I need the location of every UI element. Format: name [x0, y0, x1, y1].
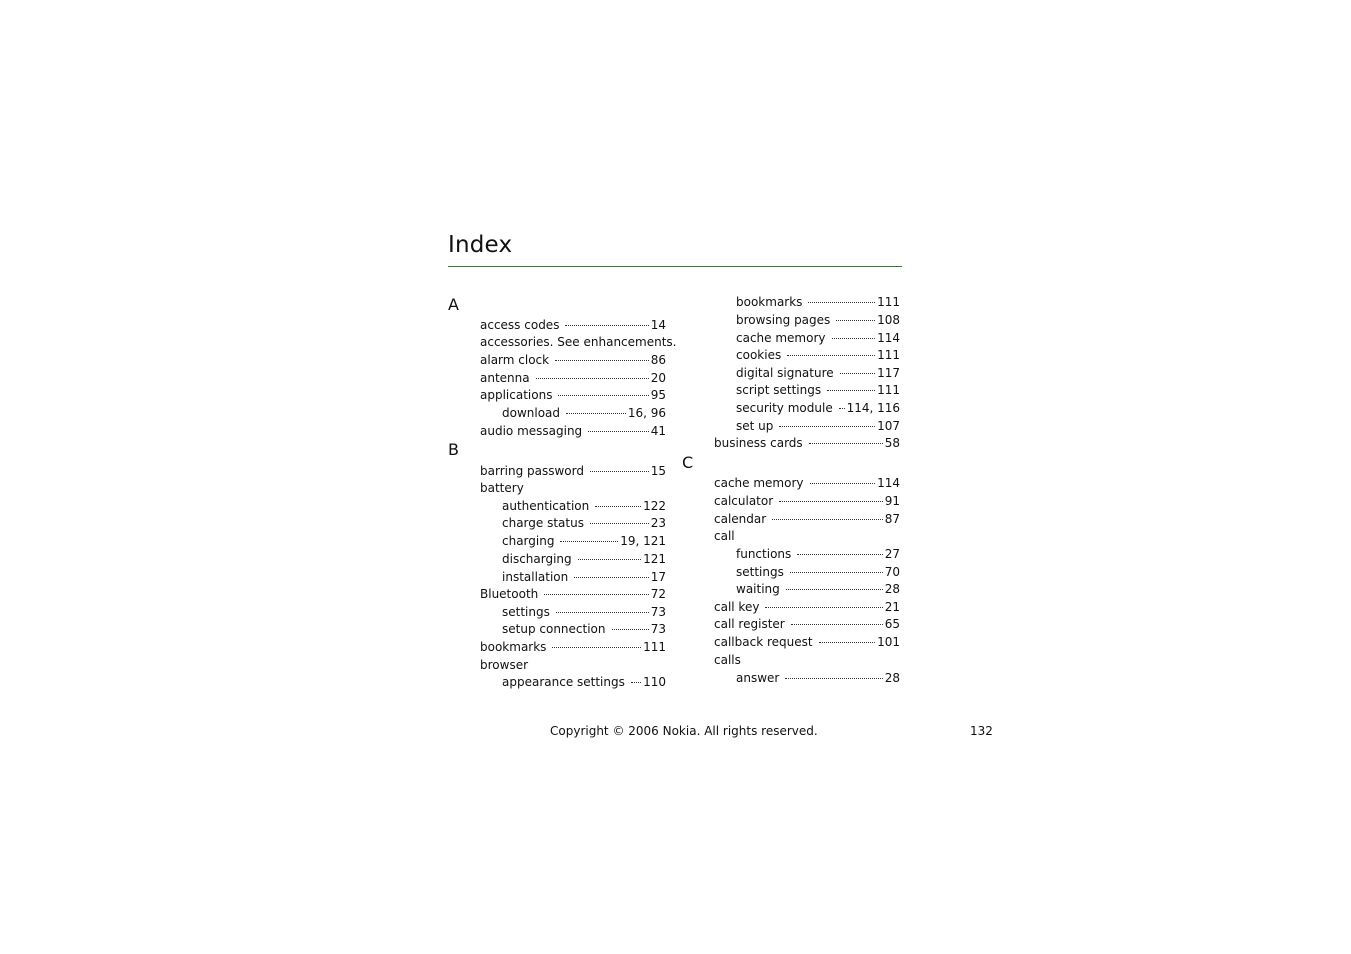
index-subentry	[736, 365, 900, 383]
entry-page: 121	[643, 552, 666, 566]
section-letter-c: C	[682, 453, 694, 472]
entry-label: calendar	[714, 512, 767, 526]
index-subentry	[502, 515, 666, 533]
index-entry	[480, 586, 666, 604]
dot-leader	[552, 646, 641, 648]
entry-label: call register	[714, 617, 785, 631]
dot-leader	[786, 588, 883, 590]
dot-leader	[810, 482, 876, 484]
entry-label: antenna	[480, 371, 530, 385]
entry-page: 58	[884, 436, 900, 450]
entry-page: 101	[877, 635, 900, 649]
entry-page: 114	[877, 476, 900, 490]
section-letter-b: B	[448, 440, 459, 459]
entry-label: download	[502, 406, 561, 420]
dot-leader	[595, 505, 641, 507]
index-entry	[480, 463, 666, 481]
entry-label: answer	[736, 671, 780, 685]
index-entry	[714, 599, 900, 617]
entry-page: 72	[650, 587, 666, 601]
entry-page: 87	[884, 512, 900, 526]
dot-leader	[555, 359, 649, 361]
entry-label: appearance settings	[502, 675, 625, 689]
dot-leader	[765, 606, 882, 608]
dot-leader	[787, 354, 875, 356]
entry-page: 111	[643, 640, 666, 654]
entry-page: 114, 116	[846, 401, 900, 415]
dot-leader	[779, 500, 883, 502]
index-subentry	[736, 418, 900, 436]
index-entry	[480, 423, 666, 441]
index-subentry	[736, 382, 900, 400]
page-number: 132	[970, 724, 993, 738]
dot-leader	[556, 611, 649, 613]
entry-label: Bluetooth	[480, 587, 539, 601]
title-rule	[448, 266, 902, 267]
dot-leader	[544, 593, 648, 595]
dot-leader	[565, 324, 648, 326]
page-title: Index	[448, 232, 513, 258]
copyright-notice: Copyright © 2006 Nokia. All rights reserved.	[550, 724, 818, 738]
index-subentry	[502, 498, 666, 516]
entry-label: waiting	[736, 582, 780, 596]
entry-label: callback request	[714, 635, 813, 649]
index-subentry	[736, 294, 900, 312]
entry-page: 73	[650, 622, 666, 636]
entry-page: 19, 121	[620, 534, 666, 548]
entry-label: calls	[714, 653, 741, 667]
index-subentry	[502, 674, 666, 692]
dot-leader	[772, 518, 883, 520]
index-subentry	[502, 621, 666, 639]
entry-page: 14	[650, 318, 666, 332]
entry-label: discharging	[502, 552, 572, 566]
entry-label: settings	[502, 605, 550, 619]
section-letter-a: A	[448, 295, 459, 314]
dot-leader	[797, 553, 882, 555]
dot-leader	[809, 442, 883, 444]
entry-label: setup connection	[502, 622, 606, 636]
entry-label: call key	[714, 600, 760, 614]
entry-label: authentication	[502, 499, 590, 513]
entry-page: 15	[650, 464, 666, 478]
index-entry	[714, 475, 900, 493]
entry-label: script settings	[736, 383, 822, 397]
dot-leader	[566, 412, 626, 414]
index-entry	[714, 493, 900, 511]
dot-leader	[808, 301, 875, 303]
entry-page: 41	[650, 424, 666, 438]
entry-label: bookmarks	[736, 295, 803, 309]
entry-label: browser	[480, 658, 529, 672]
entry-page: 117	[877, 366, 900, 380]
entry-page: 86	[650, 353, 666, 367]
index-subentry	[502, 569, 666, 587]
index-entry	[480, 387, 666, 405]
index-subentry	[502, 405, 666, 423]
index-entry	[714, 511, 900, 529]
entry-label: settings	[736, 565, 784, 579]
dot-leader	[827, 389, 875, 391]
entry-page: 122	[643, 499, 666, 513]
index-entry	[480, 370, 666, 388]
entry-page: 16, 96	[627, 406, 666, 420]
entry-page: 110	[643, 675, 666, 689]
entry-label: audio messaging	[480, 424, 583, 438]
dot-leader	[832, 337, 876, 339]
index-entry	[714, 435, 900, 453]
entry-label: bookmarks	[480, 640, 547, 654]
dot-leader	[785, 677, 882, 679]
entry-label: business cards	[714, 436, 803, 450]
dot-leader	[836, 319, 875, 321]
entry-label: barring password	[480, 464, 584, 478]
index-subentry	[502, 604, 666, 622]
entry-label: functions	[736, 547, 792, 561]
entry-page: 70	[884, 565, 900, 579]
dot-leader	[574, 576, 648, 578]
entry-page: 65	[884, 617, 900, 631]
index-entry	[480, 317, 666, 335]
entry-label: call	[714, 529, 735, 543]
entry-page: 91	[884, 494, 900, 508]
index-entry	[714, 634, 900, 652]
entry-label: applications	[480, 388, 553, 402]
entry-label: browsing pages	[736, 313, 831, 327]
entry-label: accessories. See enhancements.	[480, 335, 677, 349]
dot-leader	[791, 623, 883, 625]
entry-page: 28	[884, 671, 900, 685]
dot-leader	[560, 540, 618, 542]
index-entry	[480, 480, 666, 498]
dot-leader	[588, 430, 649, 432]
index-subentry	[502, 551, 666, 569]
entry-page: 27	[884, 547, 900, 561]
entry-page: 114	[877, 331, 900, 345]
entry-page: 111	[877, 295, 900, 309]
index-subentry	[736, 546, 900, 564]
index-subentry	[736, 330, 900, 348]
index-subentry	[736, 581, 900, 599]
entry-label: charging	[502, 534, 555, 548]
entry-label: installation	[502, 570, 569, 584]
dot-leader	[590, 522, 649, 524]
entry-label: alarm clock	[480, 353, 550, 367]
entry-label: set up	[736, 419, 774, 433]
entry-page: 111	[877, 348, 900, 362]
entry-page: 107	[877, 419, 900, 433]
index-entry	[714, 616, 900, 634]
entry-label: cache memory	[714, 476, 804, 490]
index-subentry	[502, 533, 666, 551]
entry-page: 108	[877, 313, 900, 327]
dot-leader	[578, 558, 641, 560]
dot-leader	[612, 628, 649, 630]
entry-page: 111	[877, 383, 900, 397]
index-entry	[480, 657, 666, 675]
entry-label: digital signature	[736, 366, 834, 380]
index-subentry	[736, 347, 900, 365]
entry-label: cookies	[736, 348, 782, 362]
index-subentry	[736, 564, 900, 582]
dot-leader	[558, 394, 648, 396]
entry-page: 73	[650, 605, 666, 619]
index-entry	[480, 352, 666, 370]
index-subentry	[736, 670, 900, 688]
index-entry	[714, 652, 900, 670]
dot-leader	[839, 407, 845, 409]
dot-leader	[590, 470, 649, 472]
index-entry	[714, 528, 900, 546]
entry-page: 28	[884, 582, 900, 596]
entry-label: security module	[736, 401, 833, 415]
dot-leader	[840, 372, 875, 374]
entry-label: calculator	[714, 494, 774, 508]
entry-label: access codes	[480, 318, 560, 332]
dot-leader	[819, 641, 876, 643]
index-subentry	[736, 312, 900, 330]
dot-leader	[536, 377, 649, 379]
entry-label: cache memory	[736, 331, 826, 345]
entry-label: charge status	[502, 516, 584, 530]
entry-page: 23	[650, 516, 666, 530]
entry-label: battery	[480, 481, 524, 495]
entry-page: 17	[650, 570, 666, 584]
index-entry	[480, 334, 677, 352]
index-subentry	[736, 400, 900, 418]
entry-page: 21	[884, 600, 900, 614]
entry-page: 20	[650, 371, 666, 385]
dot-leader	[790, 571, 883, 573]
entry-page: 95	[650, 388, 666, 402]
index-entry	[480, 639, 666, 657]
dot-leader	[631, 681, 641, 683]
dot-leader	[779, 425, 875, 427]
